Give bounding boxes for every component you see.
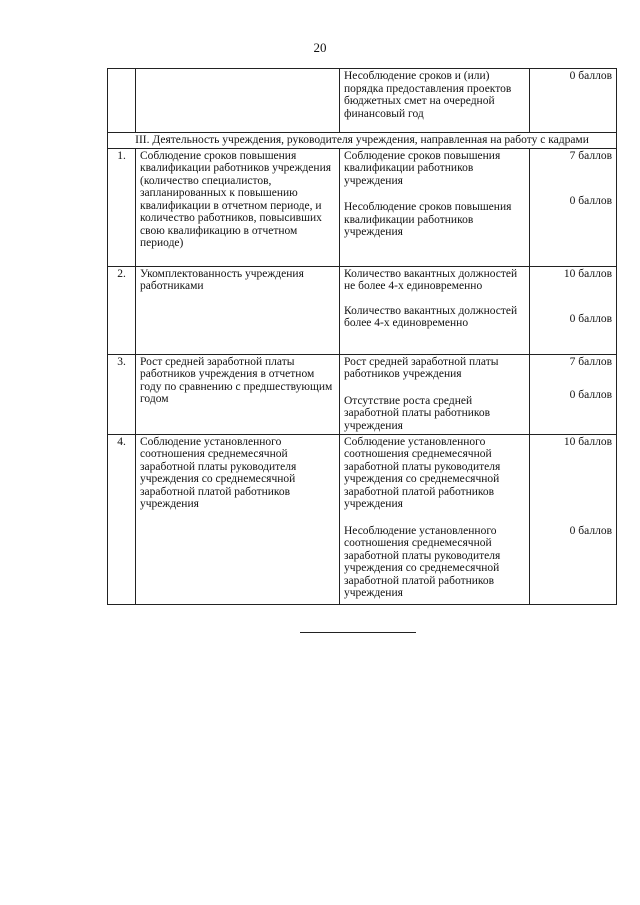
footer-rule (300, 632, 416, 633)
option-cell (340, 148, 530, 266)
section-header-row (108, 133, 617, 149)
points-value: 7 баллов (569, 149, 612, 162)
points-value: 0 баллов (569, 525, 612, 537)
page-number: 20 (313, 40, 327, 55)
option-cell (340, 434, 530, 604)
option-cell (340, 266, 530, 354)
section-title: III. Деятельность учреждения, руководителя учреждения, направленная на работу с кадрами (108, 133, 617, 149)
points-value: 0 баллов (569, 70, 612, 82)
points-value: 0 баллов (569, 195, 612, 207)
points-value: 0 баллов (569, 313, 612, 325)
points-cell (530, 69, 617, 133)
points-cell (530, 266, 617, 354)
option-text: Соблюдение установленного соотношения среднемесячной заработной платы руководителя учреждения со среднемесячной заработной платой работников учреждения (344, 435, 501, 510)
option-text: Рост средней заработной платы работников учреждения (344, 355, 499, 380)
points-cell (530, 148, 617, 266)
option-text: Несоблюдение сроков и (или) порядка предоставления проектов бюджетных смет на очередной финансовый год (344, 70, 512, 120)
table-row (108, 434, 617, 604)
criterion-text: Рост средней заработной платы работников учреждения в отчетном году по сравнению с предшествующим годом (136, 354, 340, 434)
points-value: 7 баллов (569, 355, 612, 368)
option-text: Отсутствие роста средней заработной платы работников учреждения (344, 394, 491, 432)
points-cell (530, 354, 617, 434)
row-number-cell (108, 69, 136, 133)
option-text: Несоблюдение установленного соотношения среднемесячной заработной платы руководителя учреждения со среднемесячной заработной платой работников учреждения (344, 524, 501, 599)
table-row (108, 354, 617, 434)
criterion-text: Укомплектованность учреждения работниками (136, 266, 340, 354)
option-cell (340, 69, 530, 133)
option-text: Несоблюдение сроков повышения квалификации работников учреждения (344, 201, 512, 238)
row-number: 3. (108, 354, 136, 434)
row-number: 2. (108, 266, 136, 354)
row-number: 1. (108, 148, 136, 266)
points-value: 0 баллов (569, 389, 612, 401)
criterion-cell (136, 69, 340, 133)
points-value: 10 баллов (563, 435, 612, 448)
option-text: Количество вакантных должностей более 4-х единовременно (344, 304, 518, 329)
points-value: 10 баллов (563, 267, 612, 280)
option-text: Соблюдение сроков повышения квалификации работников учреждения (344, 149, 501, 187)
table-row (108, 69, 617, 133)
criteria-table (107, 68, 617, 605)
option-cell (340, 354, 530, 434)
row-number: 4. (108, 434, 136, 604)
criterion-text: Соблюдение установленного соотношения среднемесячной заработной платы руководителя учреждения со среднемесячной заработной платой работников учреждения (136, 434, 340, 604)
option-text: Количество вакантных должностей не более 4-х единовременно (344, 267, 518, 292)
points-cell (530, 434, 617, 604)
table-row (108, 148, 617, 266)
criterion-text: Соблюдение сроков повышения квалификации работников учреждения (количество специалистов, запланированных к повышению квалификации в отчетном периоде, и количество работников, повысивших свою квалификацию в отчетном периоде) (136, 148, 340, 266)
table-row (108, 266, 617, 354)
